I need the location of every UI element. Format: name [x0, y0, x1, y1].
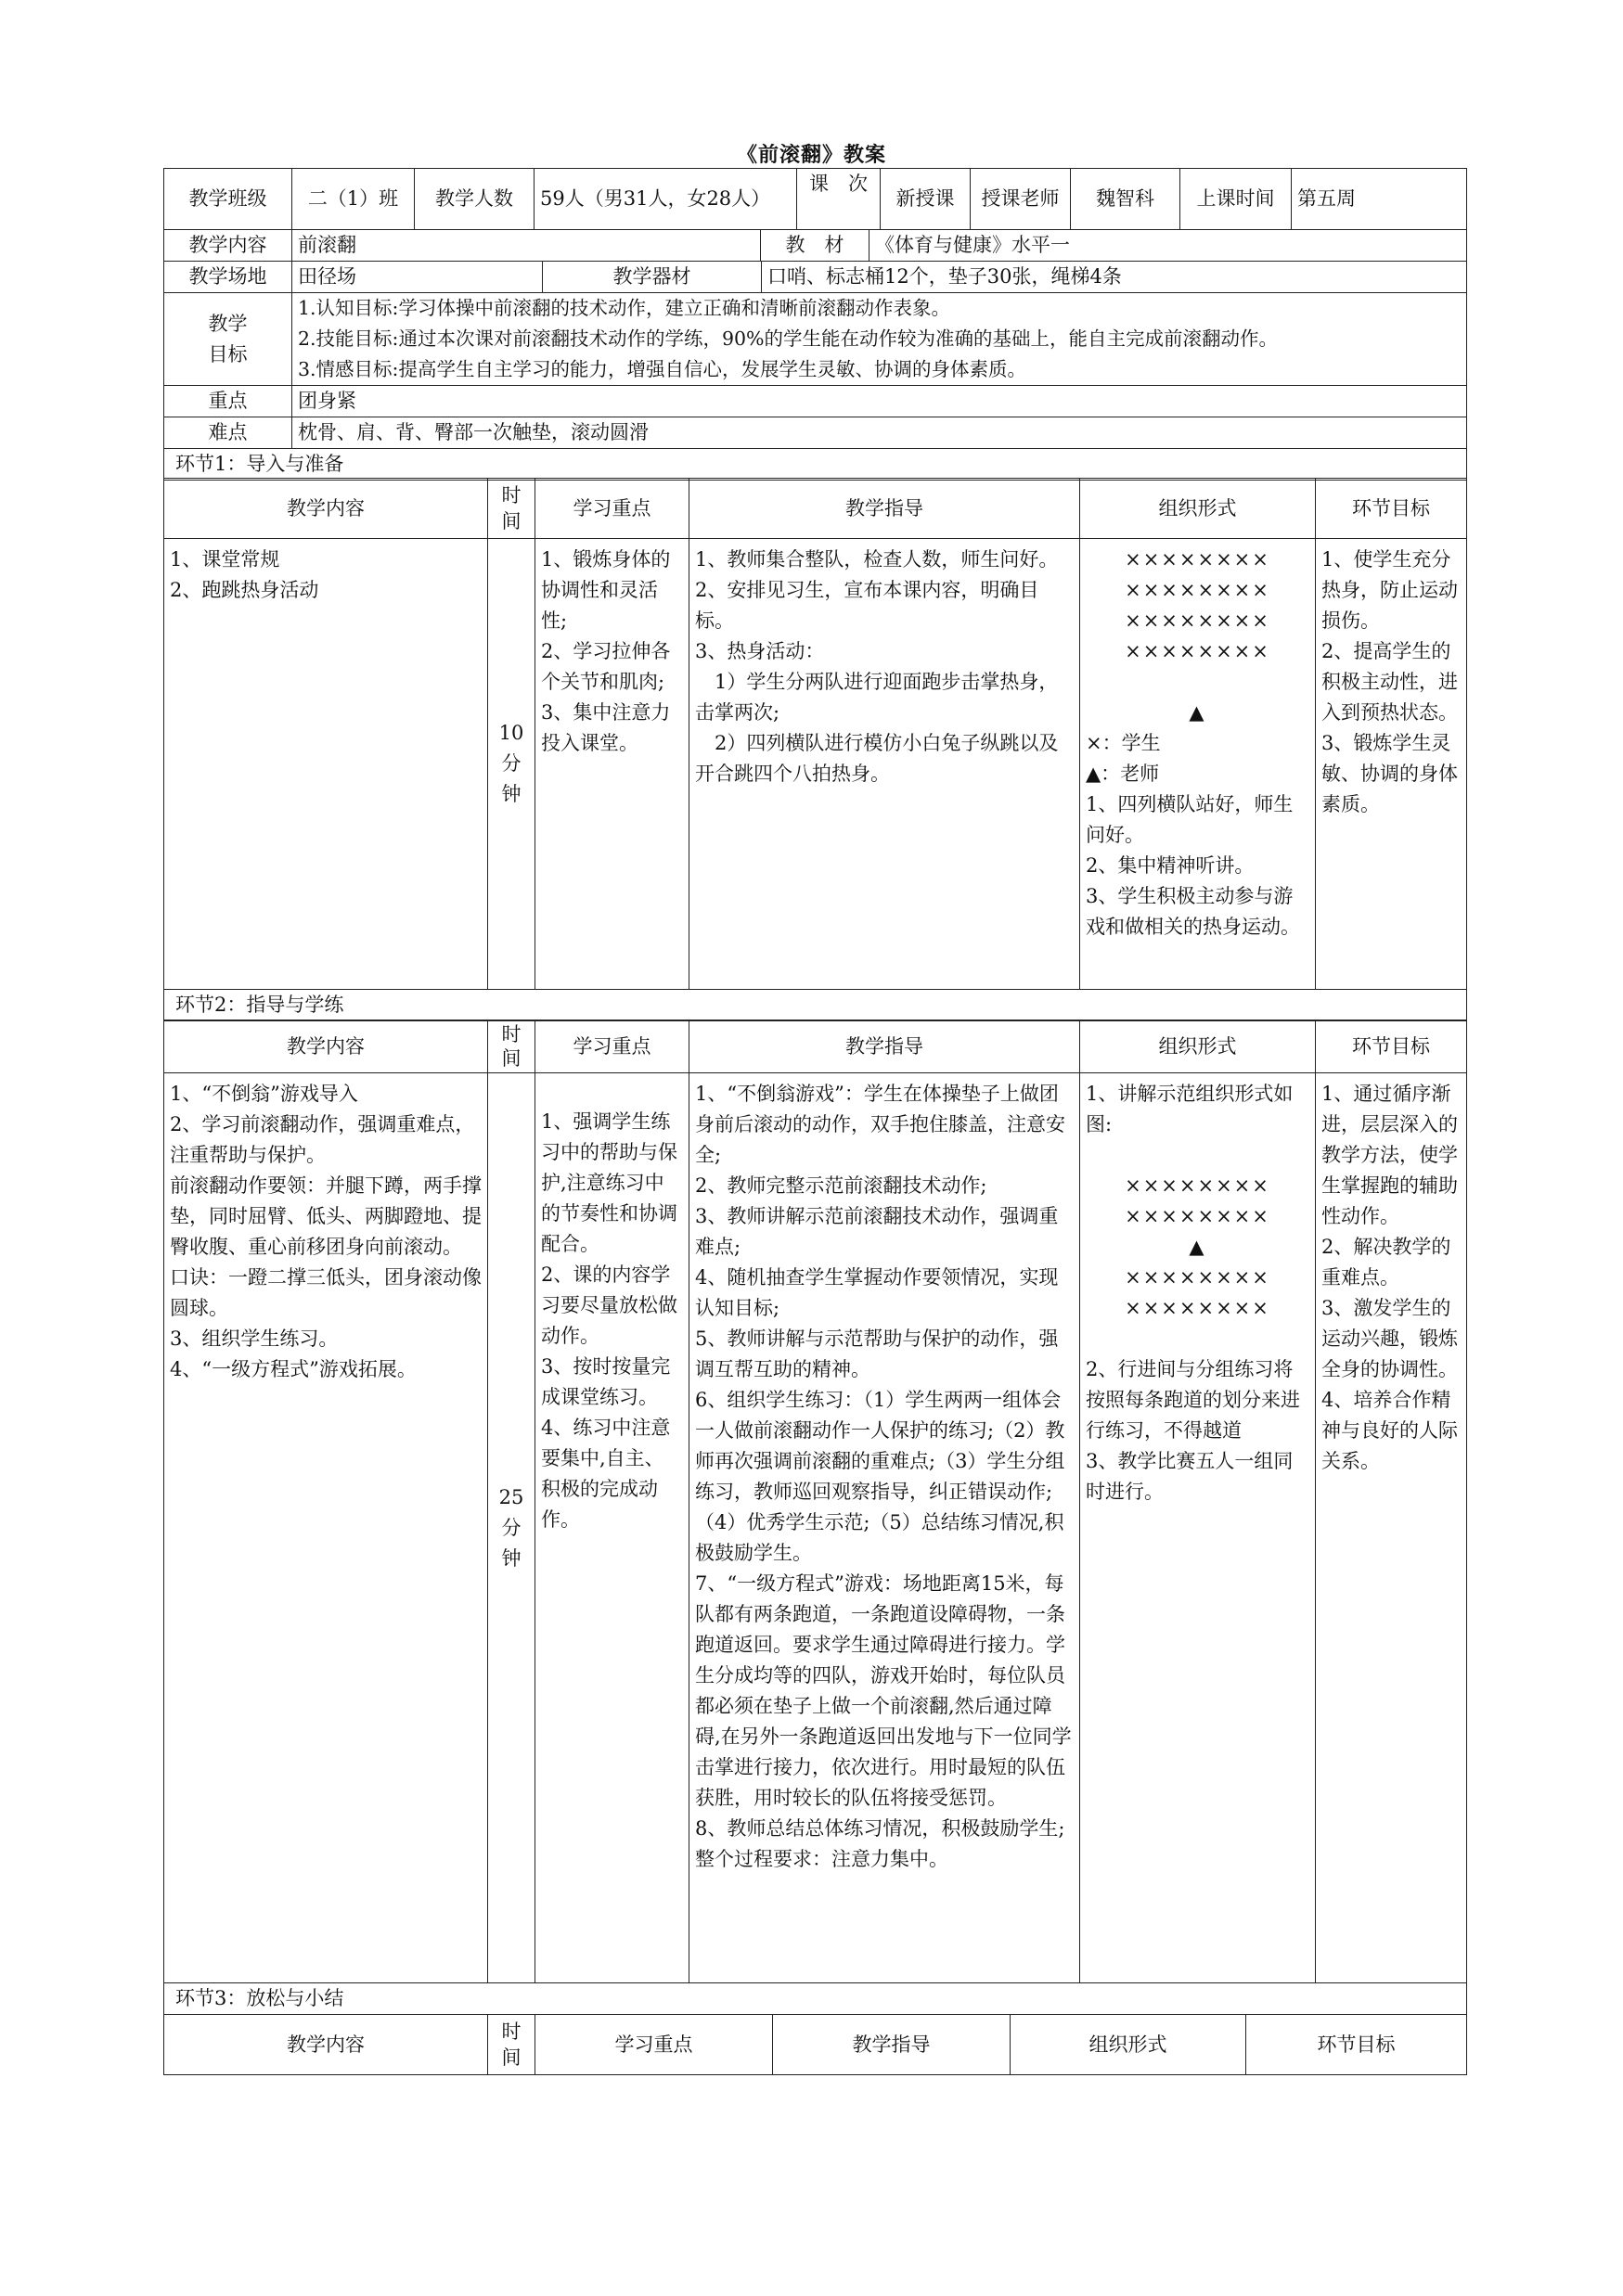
organization-item: 1、四列横队站好，师生问好。: [1086, 793, 1294, 846]
section-2-guidance: [689, 1073, 1080, 1983]
guidance-item: 8、教师总结总体练习情况，积极鼓励学生;: [695, 1817, 1065, 1840]
section-1-table: [163, 478, 1467, 1021]
header-organization: 组织形式: [1080, 1020, 1316, 1073]
key-point-value: 团身紧: [292, 386, 1467, 417]
section-2-goal: [1316, 1073, 1467, 1983]
organization-item: 2、集中精神听讲。: [1086, 854, 1255, 877]
venue-label: 教学场地: [164, 262, 292, 293]
goals-label-line-2: 目标: [208, 342, 248, 366]
student-count-value: 59人（男31人，女28人）: [535, 169, 797, 230]
focus-item: 1、锻炼身体的协调性和灵活性;: [541, 548, 671, 632]
organization-intro: 1、讲解示范组织形式如图:: [1086, 1083, 1294, 1135]
goal-item: 4、培养合作精神与良好的人际关系。: [1321, 1389, 1458, 1472]
section-3-table: [163, 2014, 1467, 2075]
content-item: 3、组织学生练习。: [170, 1328, 339, 1350]
focus-item: 3、集中注意力投入课堂。: [541, 701, 671, 754]
section-2-focus: [535, 1073, 689, 1983]
header-guidance: 教学指导: [689, 1020, 1080, 1073]
equipment-label: 教学器材: [543, 262, 762, 293]
section-1-time: [488, 539, 535, 990]
header-focus: 学习重点: [535, 2015, 773, 2075]
section-2-organization: [1080, 1073, 1316, 1983]
student-formation-row: ××××××××: [1125, 579, 1270, 601]
header-focus: 学习重点: [535, 1020, 689, 1073]
student-formation-row: ××××××××: [1125, 1205, 1270, 1227]
difficulty-value: 枕骨、肩、背、臀部一次触垫，滚动圆滑: [292, 417, 1467, 449]
section-2-time: [488, 1073, 535, 1983]
student-formation-row: ××××××××: [1125, 609, 1270, 632]
header-guidance: 教学指导: [689, 479, 1080, 539]
time-part: 25: [498, 1485, 524, 1508]
material-label: 教 材: [761, 230, 869, 262]
section-1-organization: [1080, 539, 1316, 990]
header-time: [488, 479, 535, 539]
header-time: [488, 2015, 535, 2075]
student-count-label: 教学人数: [415, 169, 535, 230]
time-part: 钟: [501, 1546, 522, 1570]
guidance-item: 1）学生分两队进行迎面跑步击掌热身，击掌两次;: [695, 671, 1059, 724]
teacher-marker: ▲: [1189, 1236, 1206, 1258]
student-formation-row: ××××××××: [1125, 1297, 1270, 1319]
content-label: 教学内容: [164, 230, 292, 262]
section-3-title: 环节3：放松与小结: [164, 1983, 1467, 2015]
teacher-marker: ▲: [1189, 701, 1206, 724]
goal-item: 2、解决教学的重难点。: [1321, 1236, 1451, 1289]
content-item: 2、跑跳热身活动: [170, 579, 319, 601]
section-1-content: [164, 539, 488, 990]
organization-item: 3、学生积极主动参与游戏和做相关的热身运动。: [1086, 885, 1300, 938]
header-content: 教学内容: [164, 2015, 488, 2075]
content-item: 4、“一级方程式”游戏拓展。: [170, 1358, 417, 1380]
header-time-line: 间: [501, 2046, 522, 2069]
goal-item: 1、通过循序渐进，层层深入的教学方法，使学生掌握跑的辅助性动作。: [1321, 1083, 1458, 1227]
focus-item: 2、课的内容学习要尽量放松做动作。: [541, 1263, 677, 1347]
content-item: 前滚翻动作要领：并腿下蹲，两手撑垫，同时屈臂、低头、两脚蹬地、提臀收腹、重心前移团身向前滚动。: [170, 1174, 482, 1258]
class-time-value: 第五周: [1292, 169, 1467, 230]
focus-item: 4、练习中注意要集中,自主、积极的完成动作。: [541, 1417, 671, 1531]
section-2-content: [164, 1073, 488, 1983]
guidance-item: 1、教师集合整队，检查人数，师生问好。: [695, 548, 1059, 571]
class-label: 教学班级: [164, 169, 292, 230]
focus-item: 1、强调学生练习中的帮助与保护,注意练习中的节奏性和协调配合。: [541, 1110, 677, 1255]
guidance-item: 3、教师讲解示范前滚翻技术动作，强调重难点;: [695, 1205, 1059, 1258]
goals-table: [163, 292, 1467, 481]
focus-item: 3、按时按量完成课堂练习。: [541, 1355, 671, 1408]
teacher-label: 授课老师: [971, 169, 1071, 230]
equipment-value: 口哨、标志桶12个，垫子30张，绳梯4条: [762, 262, 1467, 293]
goal-item: 1.认知目标:学习体操中前滚翻的技术动作，建立正确和清晰前滚翻动作表象。: [298, 297, 950, 319]
header-time-line: 间: [501, 1047, 522, 1070]
guidance-item: 整个过程要求：注意力集中。: [695, 1848, 948, 1870]
goal-item: 3、激发学生的运动兴趣，锻炼全身的协调性。: [1321, 1297, 1458, 1380]
guidance-item: 2）四列横队进行模仿小白兔子纵跳以及开合跳四个八拍热身。: [695, 732, 1059, 785]
header-goal: 环节目标: [1316, 479, 1467, 539]
goal-item: 1、使学生充分热身，防止运动损伤。: [1321, 548, 1458, 632]
content-item: 1、课堂常规: [170, 548, 280, 571]
section-1-focus: [535, 539, 689, 990]
organization-item: 3、教学比赛五人一组同时进行。: [1086, 1450, 1294, 1503]
student-formation-row: ××××××××: [1125, 1266, 1270, 1289]
lesson-type-value: 新授课: [881, 169, 971, 230]
section-2-title: 环节2：指导与学练: [164, 990, 1467, 1021]
student-formation-row: ××××××××: [1125, 640, 1270, 662]
header-focus: 学习重点: [535, 479, 689, 539]
organization-item: 2、行进间与分组练习将按照每条跑道的划分来进行练习，不得越道: [1086, 1358, 1300, 1442]
time-part: 分: [501, 1516, 522, 1539]
class-time-label: 上课时间: [1180, 169, 1292, 230]
content-item: 口诀：一蹬二撑三低头，团身滚动像圆球。: [170, 1266, 482, 1319]
header-time-line: 时: [501, 2020, 522, 2043]
goal-item: 2.技能目标:通过本次课对前滚翻技术动作的学练，90%的学生能在动作较为准确的基础上，能自主完成前滚翻动作。: [298, 327, 1279, 350]
venue-value: 田径场: [292, 262, 543, 293]
venue-table: [163, 261, 1467, 293]
section-2-table: [163, 1020, 1467, 2015]
content-value: 前滚翻: [292, 230, 761, 262]
teacher-value: 魏智科: [1071, 169, 1180, 230]
goal-item: 3、锻炼学生灵敏、协调的身体素质。: [1321, 732, 1458, 815]
header-time-line: 时: [501, 1023, 522, 1045]
material-value: 《体育与健康》水平一: [869, 230, 1467, 262]
legend-item: ×：学生: [1086, 732, 1161, 754]
guidance-item: 2、教师完整示范前滚翻技术动作;: [695, 1174, 987, 1197]
focus-item: 2、学习拉伸各个关节和肌肉;: [541, 640, 671, 693]
guidance-item: 7、“一级方程式”游戏：场地距离15米，每队都有两条跑道，一条跑道设障碍物，一条跑道返回。要求学生通过障碍进行接力。学生分成均等的四队，游戏开始时，每位队员都必须在垫子上做一个前滚翻,然后通过障碍,在另外一条跑道返回出发地与下一位同学击掌进行接力，依次进行。用时最短的队伍获胜，用时较长的队伍将接受惩罚。: [695, 1572, 1072, 1809]
time-part: 10: [498, 722, 524, 744]
key-point-label: 重点: [164, 386, 292, 417]
guidance-item: 6、组织学生练习：（1）学生两两一组体会一人做前滚翻动作一人保护的练习;（2）教师再次强调前滚翻的重难点;（3）学生分组练习，教师巡回观察指导，纠正错误动作;（4）优秀学生示范;（5）总结练习情况,积极鼓励学生。: [695, 1389, 1065, 1564]
header-content: 教学内容: [164, 479, 488, 539]
header-goal: 环节目标: [1316, 1020, 1467, 1073]
page-title: 《前滚翻》教案: [736, 143, 886, 167]
header-content: 教学内容: [164, 1020, 488, 1073]
lesson-type-label: 课 次: [797, 169, 881, 230]
goals-list: [292, 293, 1467, 386]
header-guidance: 教学指导: [773, 2015, 1011, 2075]
section-1-title: 环节1：导入与准备: [164, 449, 1467, 481]
student-formation-row: ××××××××: [1125, 1174, 1270, 1197]
goal-item: 2、提高学生的积极主动性，进入到预热状态。: [1321, 640, 1458, 724]
legend-item: ▲：老师: [1086, 763, 1160, 785]
time-part: 分: [501, 752, 522, 775]
class-value: 二（1）班: [292, 169, 415, 230]
student-formation-row: ××××××××: [1125, 548, 1270, 571]
content-item: 1、“不倒翁”游戏导入: [170, 1083, 358, 1105]
content-item: 2、学习前滚翻动作，强调重难点，注重帮助与保护。: [170, 1113, 475, 1166]
difficulty-label: 难点: [164, 417, 292, 449]
guidance-item: 1、“不倒翁游戏”：学生在体操垫子上做团身前后滚动的动作，双手抱住膝盖，注意安全;: [695, 1083, 1065, 1166]
guidance-item: 2、安排见习生，宣布本课内容，明确目标。: [695, 579, 1039, 632]
section-1-guidance: [689, 539, 1080, 990]
time-part: 钟: [501, 783, 522, 805]
guidance-item: 5、教师讲解与示范帮助与保护的动作，强调互帮互助的精神。: [695, 1328, 1059, 1380]
content-table: [163, 229, 1467, 262]
header-time-line: 时: [501, 484, 522, 507]
goal-item: 3.情感目标:提高学生自主学习的能力，增强自信心，发展学生灵敏、协调的身体素质。: [298, 358, 1026, 380]
header-time-line: 间: [501, 510, 522, 532]
guidance-item: 3、热身活动：: [695, 640, 825, 662]
header-organization: 组织形式: [1011, 2015, 1246, 2075]
goals-label-line-1: 教学: [208, 312, 248, 335]
header-time: [488, 1020, 535, 1073]
section-1-goal: [1316, 539, 1467, 990]
goals-label: [164, 293, 292, 386]
info-table: [163, 168, 1467, 230]
guidance-item: 4、随机抽查学生掌握动作要领情况，实现认知目标;: [695, 1266, 1059, 1319]
header-goal: 环节目标: [1246, 2015, 1467, 2075]
header-organization: 组织形式: [1080, 479, 1316, 539]
